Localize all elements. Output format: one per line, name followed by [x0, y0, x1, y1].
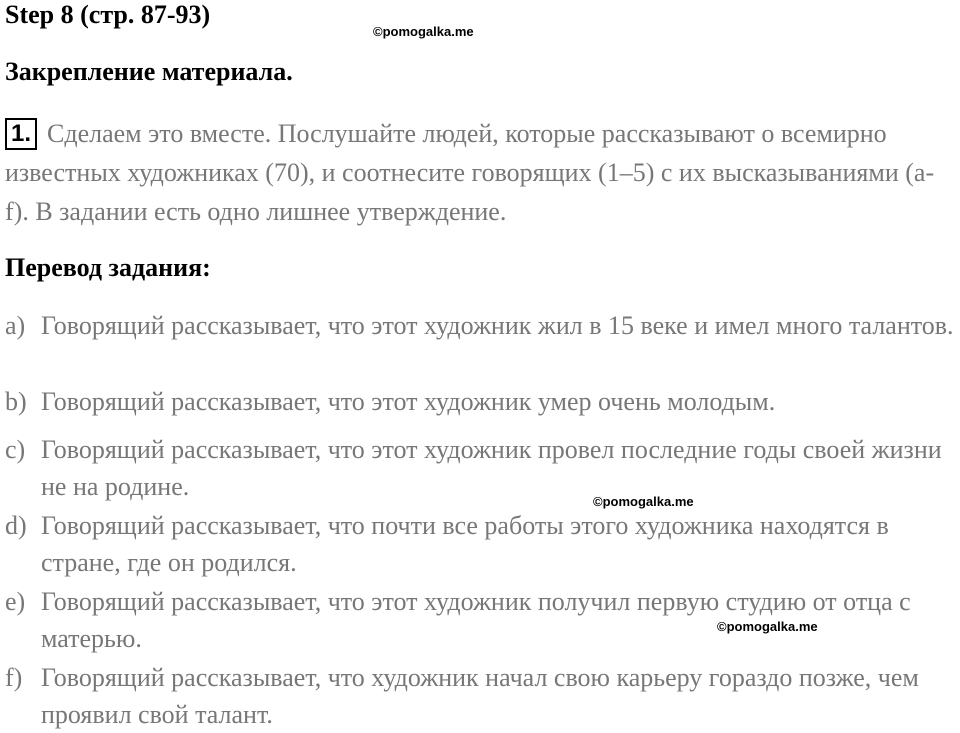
- list-item: [5, 383, 955, 420]
- list-item: [5, 507, 955, 581]
- item-marker: e): [5, 587, 26, 616]
- task-number-badge: 1.: [5, 118, 37, 150]
- item-text: Говорящий рассказывает, что этот художник получил первую студию от отца с матерью.: [41, 587, 911, 653]
- step-title: Step 8 (стр. 87-93): [5, 0, 211, 29]
- item-marker: a): [5, 311, 26, 340]
- item-text: Говорящий рассказывает, что этот художник умер очень молодым.: [41, 387, 776, 416]
- item-text: Говорящий рассказывает, что художник начал свою карьеру гораздо позже, чем проявил свой талант.: [41, 663, 919, 729]
- list-item: [5, 659, 955, 733]
- list-item: [5, 307, 955, 344]
- item-text: Говорящий рассказывает, что этот художник провел последние годы своей жизни не на родине.: [41, 435, 942, 501]
- section-title: Закрепление материала.: [5, 57, 293, 86]
- translation-title: Перевод задания:: [5, 253, 211, 282]
- item-marker: b): [5, 387, 27, 416]
- list-item: [5, 431, 955, 505]
- watermark: ©pomogalka.me: [593, 494, 694, 509]
- watermark: ©pomogalka.me: [373, 24, 474, 39]
- item-marker: d): [5, 511, 27, 540]
- task-text: Сделаем это вместе. Послушайте людей, которые рассказывают о всемирно известных художниках (70), и соотнесите говорящих (1–5) с их высказываниями (a-f). В задании есть одно лишнее утверждение.: [5, 119, 935, 226]
- item-text: Говорящий рассказывает, что почти все работы этого художника находятся в стране, где он родился.: [41, 511, 889, 577]
- watermark: ©pomogalka.me: [717, 619, 818, 634]
- item-text: Говорящий рассказывает, что этот художник жил в 15 веке и имел много талантов.: [41, 311, 954, 340]
- item-marker: f): [5, 663, 23, 692]
- task-paragraph: [5, 114, 955, 231]
- item-marker: c): [5, 435, 26, 464]
